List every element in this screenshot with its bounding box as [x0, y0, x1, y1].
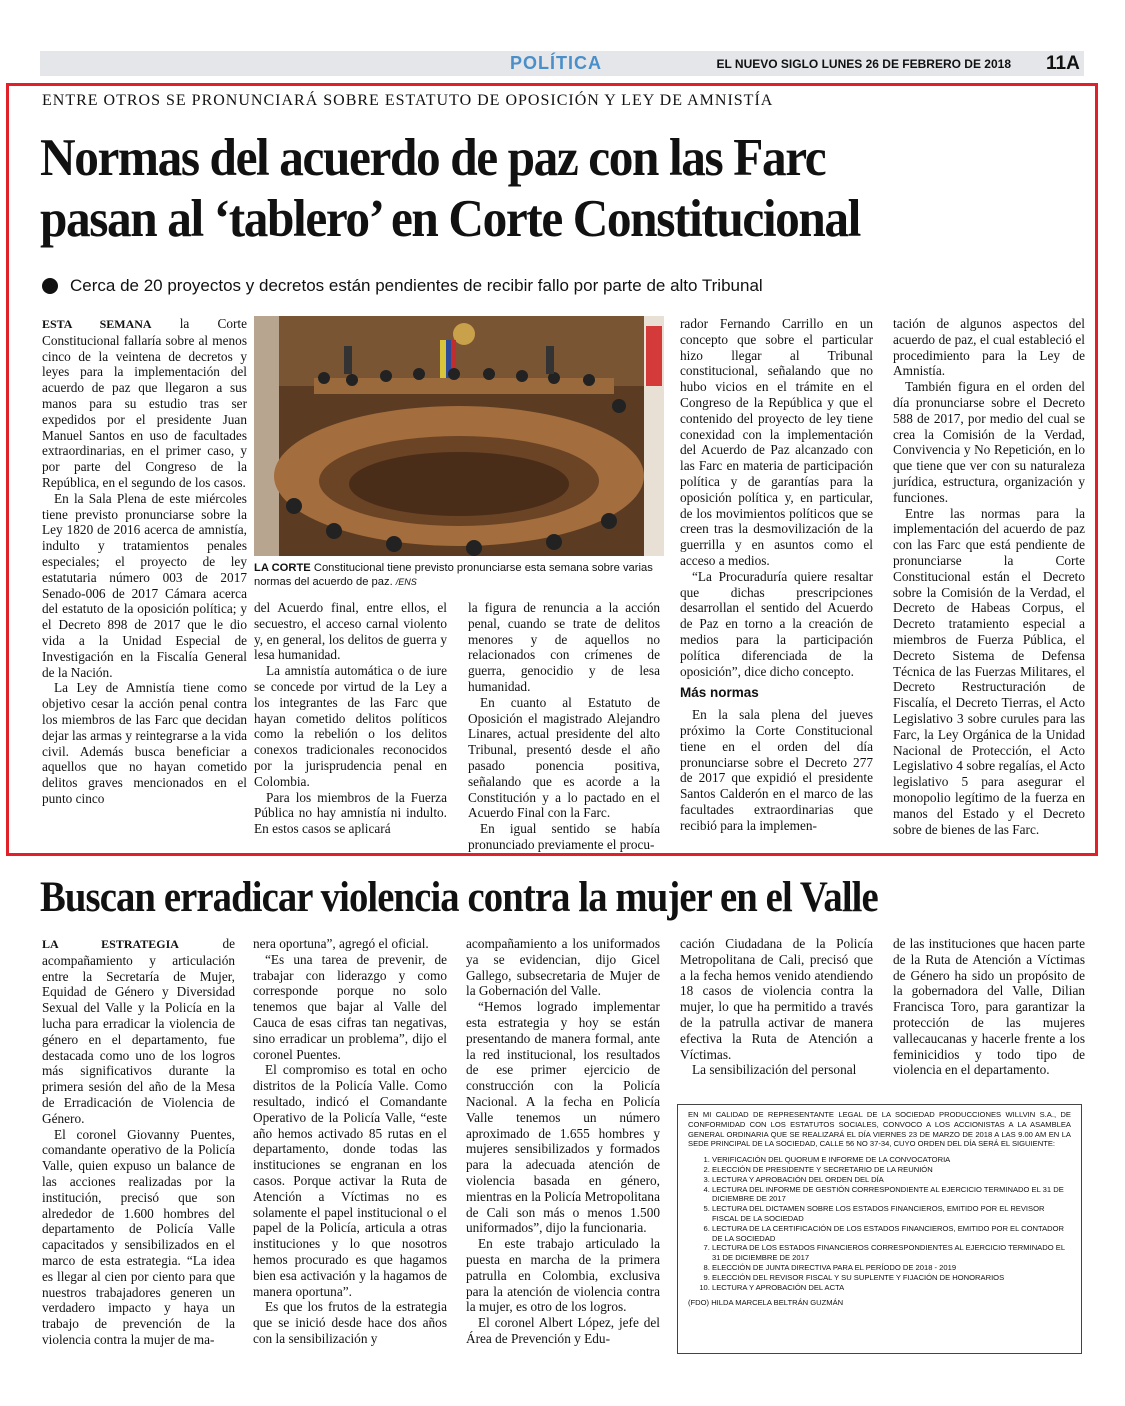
paragraph: Para los miembros de la Fuerza Pública no hay amnistía ni indulto. En estos casos se aplicará: [254, 789, 447, 837]
court-photo: [254, 316, 664, 556]
paragraph: cación Ciudadana de la Policía Metropolitana de Cali, precisó que a la fecha hemos venido atendiendo 18 casos de violencia contra la mujer, lo que ha permitido a través de la patrulla activar de manera efectiva la Ruta de Atención a Víctimas.: [680, 936, 873, 1062]
paragraph: [42, 316, 247, 491]
paragraph: “La Procuraduría quiere resaltar que dichas prescripciones desarrollan el sentido del Acuerdo de Paz en torno a la creación de medios para la participación política diferenciada de la oposición”, dice dicho concepto.: [680, 568, 873, 679]
headline-line-1: Normas del acuerdo de paz con las Farc: [40, 129, 826, 187]
agenda-item: 3. LECTURA Y APROBACIÓN DEL ORDEN DEL DÍA: [712, 1175, 1071, 1185]
caption-text: Constitucional tiene previsto pronunciarse esta semana sobre varias normas del acuerdo de paz.: [254, 562, 653, 588]
story2-column-3: [466, 936, 660, 1347]
notice-intro: EN MI CALIDAD DE REPRESENTANTE LEGAL DE LA SOCIEDAD PRODUCCIONES WILLVIN S.A., DE CONFORMIDAD CON LOS ESTATUTOS SOCIALES, CONVOCO A LOS ACCIONISTAS A LA ASAMBLEA GENERAL ORDINARIA QUE SE REALIZARÁ EL DÍA VIERNES 23 DE MARZO DE 2018 A LAS 9.00 AM EN LA SEDE PRINCIPAL DE LA SOCIEDAD, CALLE 56 NO 37-34, CUYO ORDEN DEL DÍA SERÁ EL SIGUIENTE:: [688, 1110, 1071, 1149]
paragraph: Entre las normas para la implementación del acuerdo de paz con las Farc que está pendiente de pronunciarse la Corte Constitucional están el Decreto sobre la Comisión de la Verdad, el Decreto de Habeas Corpus, el Decreto tratamiento especial a miembros de Fuerza Pública, el Decreto Sistema de Defensa Técnica de las Fuerzas Militares, el Decreto Restructuración de Fiscalía, el Decreto Tierras, el Acto Legislativo 3 sobre curules para las Farc, la Ley Orgánica de la Unidad Nacional de Protección, el Acto Legislativo 4 sobre regalías, el Acto legislativo 5 para asegurar el monopolio legítimo de la fuerza en manos del Estado y el Decreto sobre de bienes de las Farc.: [893, 505, 1085, 837]
story1-headline: [40, 128, 1007, 250]
story2-column-4: [680, 936, 873, 1078]
agenda-item: 9. ELECCIÓN DEL REVISOR FISCAL Y SU SUPLENTE Y FIJACIÓN DE HONORARIOS: [712, 1273, 1071, 1283]
notice-signature: (FDO) HILDA MARCELA BELTRÁN GUZMÁN: [688, 1298, 844, 1308]
paragraph: En la sala plena del jueves próximo la Corte Constitucional tiene en el orden del día pronunciarse sobre el Decreto 277 de 2017 que expidió el presidente Santos Calderón en el marco de las facultades extraordinarias que recibió para la implemen-: [680, 707, 873, 833]
section-label: POLÍTICA: [510, 53, 602, 73]
agenda-item: 10. LECTURA Y APROBACIÓN DEL ACTA: [712, 1283, 1071, 1293]
paragraph: La amnistía automática o de iure se concede por virtud de la Ley a los integrantes de las Farc que hayan cometido delitos políticos como la rebelión o los delitos conexos tradicionales reconocidos por la jurisprudencia penal en Colombia.: [254, 663, 447, 789]
paragraph: [42, 936, 235, 1127]
agenda-item: 5. LECTURA DEL DICTAMEN SOBRE LOS ESTADOS FINANCIEROS, EMITIDO POR EL REVISOR FISCAL DE LA SOCIEDAD: [712, 1204, 1071, 1224]
paragraph: La Ley de Amnistía tiene como objetivo cesar la acción penal contra los miembros de las Farc que decidan dejar las armas y reintegrarse a la vida civil. Además busca beneficiar a aquellos que no hayan cometido delitos graves mencionados en el punto cinco: [42, 680, 247, 806]
agenda-item: 7. LECTURA DE LOS ESTADOS FINANCIEROS CORRESPONDIENTES AL EJERCICIO TERMINADO EL 31 DE DICIEMBRE DE 2017: [712, 1243, 1071, 1263]
paragraph: En cuanto al Estatuto de Oposición el magistrado Alejandro Linares, actual presidente del alto Tribunal, presentó desde el año pasado ponencia positiva, señalando que es acorde a la Constitución y a lo pactado en el Acuerdo Final con la Farc.: [468, 694, 660, 821]
paragraph: En igual sentido se había pronunciado previamente el procu-: [468, 821, 660, 852]
headline-line-2: pasan al ‘tablero’ en Corte Constitucional: [40, 190, 860, 248]
agenda-item: 1. VERIFICACIÓN DEL QUORUM E INFORME DE LA CONVOCATORIA: [712, 1155, 1071, 1165]
agenda-item: 6. LECTURA DE LA CERTIFICACIÓN DE LOS ESTADOS FINANCIEROS, EMITIDO POR EL CONTADOR DE LA SOCIEDAD: [712, 1224, 1071, 1244]
legal-notice: [677, 1104, 1082, 1354]
paragraph: tación de algunos aspectos del acuerdo de paz, el cual estableció el procedimiento para la Ley de Amnistía.: [893, 316, 1085, 379]
story2-column-5: [893, 936, 1085, 1078]
folio-line: EL NUEVO SIGLO LUNES 26 DE FEBRERO DE 2018: [716, 57, 1011, 71]
agenda-item: 2. ELECCIÓN DE PRESIDENTE Y SECRETARIO DE LA REUNIÓN: [712, 1165, 1071, 1175]
paragraph: El coronel Albert López, jefe del Área de Prevención y Edu-: [466, 1315, 660, 1346]
paragraph: El compromiso es total en ocho distritos de la Policía Valle. Como resultado, indicó el Comandante Operativo de la Policía Valle, “este año hemos activado 85 rutas en el departamento, donde todas las instituciones se engranan en los casos. Porque activar la Ruta de Atención a Víctimas no es solamente el papel institucional o el papel de la Policía, articula a otras instituciones y lo que nosotros hemos procurado es que hagamos bien esa activación y la hagamos de manera oportuna”.: [253, 1062, 447, 1299]
paragraph-text: la Corte Constitucional fallaría sobre al menos cinco de la veintena de decretos y leyes para la implementación del acuerdo de paz que llegaron a sus manos para su estudio tras ser expedidos por el presidente Juan Manuel Santos en uso de facultades extraordinarias, en el primer caso, y por parte del Congreso de la República, en el segundo de los casos.: [42, 316, 247, 490]
paragraph: nera oportuna”, agregó el oficial.: [253, 936, 429, 951]
story2-column-1: [42, 936, 235, 1348]
subhead-text: Cerca de 20 proyectos y decretos están pendientes de recibir fallo por parte de alto Tribunal: [70, 276, 763, 295]
paragraph: En este trabajo articulado la puesta en marcha de la primera patrulla en Colombia, exclusiva para la atención de violencia contra la mujer, es otro de los logros.: [466, 1236, 660, 1315]
paragraph: rador Fernando Carrillo en un concepto que sobre el particular hizo llegar al Tribunal constitucional, señalando que no hubo vicios en el trámite en el Congreso de la República y que el contenido del proyecto de ley tiene conexidad con la implementación del Acuerdo de Paz alcanzado con las Farc en materia de participación política y de garantías para la oposición política y, en particular, de los movimientos políticos que se creen tras la desmovilización de la guerrilla y en asuntos como el acceso a medios.: [680, 316, 873, 568]
paragraph: Es que los frutos de la estrategia que se inició desde hace dos años con la sensibilización y: [253, 1299, 447, 1346]
story1-column-2: [254, 600, 447, 837]
caption-lead: LA CORTE: [254, 562, 311, 574]
bullet-icon: [42, 278, 58, 294]
story1-column-3: [468, 600, 660, 853]
story2-column-2: [253, 936, 447, 1347]
story2-headline: Buscan erradicar violencia contra la mujer en el Valle: [40, 874, 878, 921]
paragraph: de las instituciones que hacen parte de la Ruta de Atención a Víctimas de Género ha sido un propósito de la gobernadora del Valle, Dilian Francisca Toro, para garantizar la protección de las mujeres vallecaucanas y hacerle frente a los feminicidios y todo tipo de violencia en el departamento.: [893, 936, 1085, 1078]
lead-in: ESTA SEMANA: [42, 317, 152, 331]
photo-caption: [254, 561, 664, 589]
paragraph: acompañamiento a los uniformados ya se evidencian, dijo Gicel Gallego, subsecretaria de Mujer de la Gobernación del Valle.: [466, 936, 660, 999]
agenda-list: [688, 1155, 1071, 1292]
story1-column-5: [893, 316, 1085, 837]
paragraph: En la Sala Plena de este miércoles tiene previsto pronunciarse sobre la Ley 1820 de 2016 acerca de amnistía, indulto y tratamientos penales especiales; el proyecto de ley estatutaria número 003 de 2017 Senado-006 de 2017 Cámara acerca del estatuto de la oposición política; y el Decreto 898 de 2017 que le dio vida a la Unidad Especial de Investigación en la Fiscalía General de la Nación.: [42, 490, 247, 680]
paragraph: “Es una tarea de prevenir, de trabajar con liderazgo y como corresponde porque no solo tenemos que bajar al Valle del Cauca de esas cifras tan negativas, sino erradicar un problema”, dijo el coronel Puentes.: [253, 951, 447, 1062]
paragraph-text: de acompañamiento y articulación entre la Secretaría de Mujer, Equidad de Género y Diversidad Sexual del Valle y la Policía en la lucha para erradicar la violencia de género en el departamento, fue destacada como uno de los logros más significativos durante la primera sesión del año de la Mesa de Erradicación de Violencia de Género.: [42, 936, 235, 1126]
paragraph: del Acuerdo final, entre ellos, el secuestro, el acceso carnal violento y, en general, los delitos de guerra y lesa humanidad.: [254, 600, 447, 663]
story1-column-1: [42, 316, 247, 807]
column-subhead: Más normas: [680, 685, 759, 701]
agenda-item: 8. ELECCIÓN DE JUNTA DIRECTIVA PARA EL PERÍODO DE 2018 - 2019: [712, 1263, 1071, 1273]
paragraph: El coronel Giovanny Puentes, comandante operativo de la Policía Valle, quien expuso un balance de las acciones realizadas por la institución, precisó que son alrededor de 1.600 hombres del departamento de Policía Valle capacitados y sensibilizados en el marco de esta estrategia. “La idea es llegar al cien por ciento para que nuestros trabajadores generen un verdadero impacto y haya un trabajo de prevención de la violencia contra la mujer de ma-: [42, 1126, 235, 1347]
story1-column-4: [680, 316, 873, 834]
paragraph: la figura de renuncia a la acción penal, cuando se trate de delitos menores y de aquellos no relacionados con crímenes de guerra, genocidio y de lesa humanidad.: [468, 600, 660, 694]
paragraph: La sensibilización del personal: [692, 1062, 857, 1078]
agenda-item: 4. LECTURA DEL INFORME DE GESTIÓN CORRESPONDIENTE AL EJERCICIO TERMINADO EL 31 DE DICIEMBRE DE 2017: [712, 1185, 1071, 1205]
photo-credit: /ENS: [395, 577, 417, 587]
story1-subhead: [42, 276, 763, 296]
paragraph: “Hemos logrado implementar esta estrategia y hoy se están presentando de manera formal, ante la red institucional, los resultados de ese primer ejercicio de construcción con la Policía Nacional. A la fecha en Policía Valle tenemos un número aproximado de 1.655 hombres y mujeres sensibilizados y formados para la adecuada atención de violencia basada en género, mientras en la Policía Metropolitana de Cali son más o menos 1.500 uniformados”, dijo la funcionaria.: [466, 999, 660, 1236]
story1-kicker: ENTRE OTROS SE PRONUNCIARÁ SOBRE ESTATUTO DE OPOSICIÓN Y LEY DE AMNISTÍA: [42, 92, 774, 109]
paragraph: También figura en el orden del día pronunciarse sobre el Decreto 588 de 2017, por medio del cual se crea la Comisión de la Verdad, Convivencia y No Repetición, en lo que tiene que ver con su naturaleza jurídica, estructura, organización y funciones.: [893, 379, 1085, 505]
lead-in: LA ESTRATEGIA: [42, 937, 179, 951]
courtroom-illustration: [254, 316, 664, 556]
page-number: 11A: [1046, 53, 1080, 74]
